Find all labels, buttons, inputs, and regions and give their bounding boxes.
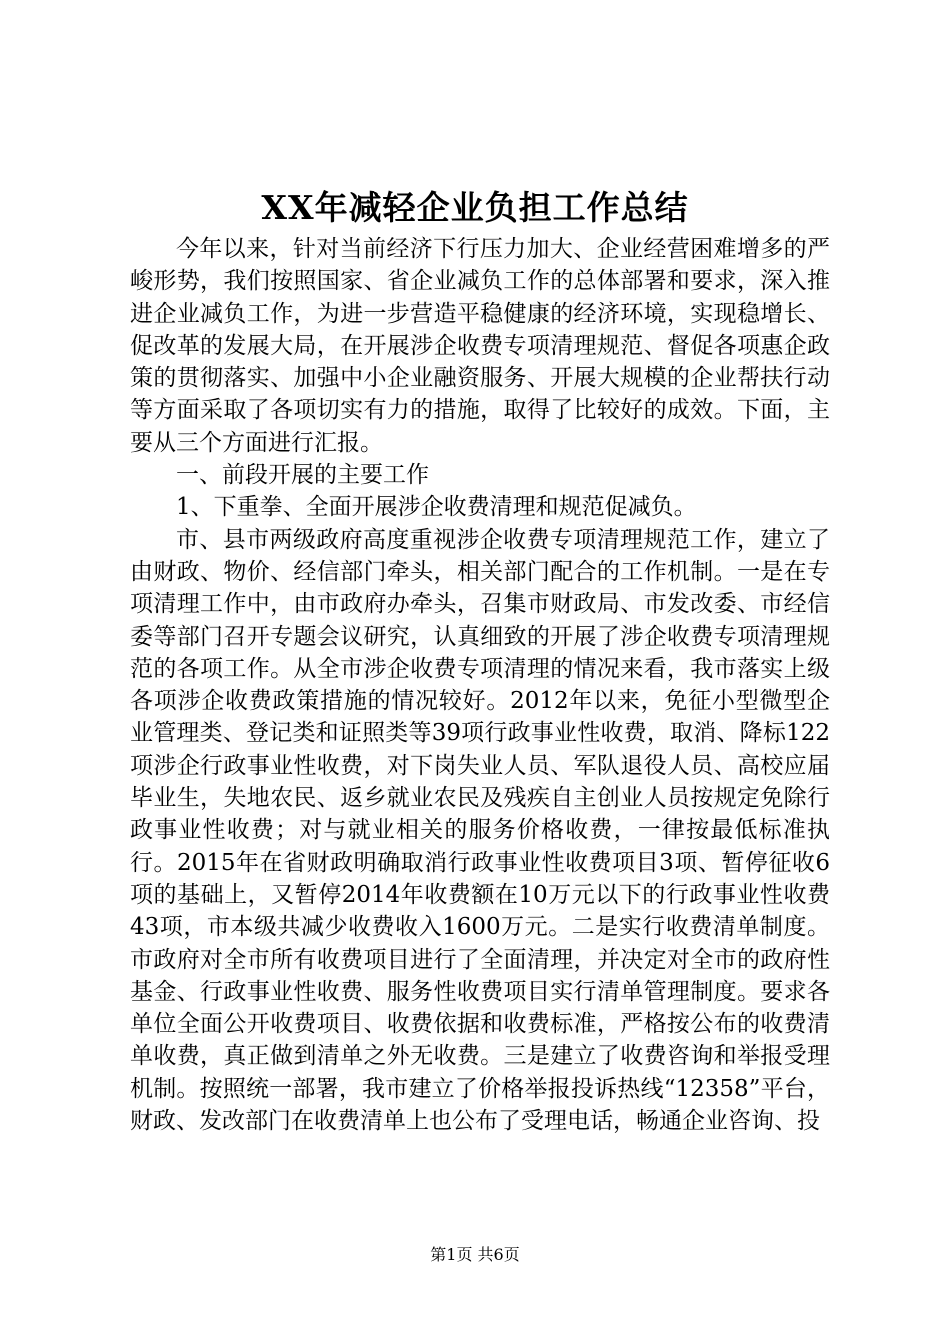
intro-paragraph: 今年以来，针对当前经济下行压力加大、企业经营困难增多的严峻形势，我们按照国家、省企业减负工作的总体部署和要求，深入推进企业减负工作，为进一步营造平稳健康的经济环境，实现稳增长、促改革的发展大局，在开展涉企收费专项清理规范、督促各项惠企政策的贯彻落实、加强中小企业融资服务、开展大规模的企业帮扶行动等方面采取了各项切实有力的措施，取得了比较好的成效。下面，主要从三个方面进行汇报。: [130, 236, 830, 456]
subsection-heading: 1、下重拳、全面开展涉企收费清理和规范促减负。: [176, 494, 697, 521]
page-footer: 第1页 共6页: [430, 1245, 520, 1264]
section-heading: 一、前段开展的主要工作: [176, 462, 429, 489]
body-paragraph: 市、县市两级政府高度重视涉企收费专项清理规范工作，建立了由财政、物价、经信部门牵头，相关部门配合的工作机制。一是在专项清理工作中，由市政府办牵头，召集市财政局、市发改委、市经信委等部门召开专题会议研究，认真细致的开展了涉企收费专项清理规范的各项工作。从全市涉企收费专项清理的情况来看，我市落实上级各项涉企收费政策措施的情况较好。2012年以来，免征小型微型企业管理类、登记类和证照类等39项行政事业性收费，取消、降标122项涉企行政事业性收费，对下岗失业人员、军队退役人员、高校应届毕业生，失地农民、返乡就业农民及残疾自主创业人员按规定免除行政事业性收费；对与就业相关的服务价格收费，一律按最低标准执行。2015年在省财政明确取消行政事业性收费项目3项、暂停征收6项的基础上，又暂停2014年收费额在10万元以下的行政事业性收费43项，市本级共减少收费收入1600万元。二是实行收费清单制度。市政府对全市所有收费项目进行了全面清理，并决定对全市的政府性基金、行政事业性收费、服务性收费项目实行清单管理制度。要求各单位全面公开收费项目、收费依据和收费标准，严格按公布的收费清单收费，真正做到清单之外无收费。三是建立了收费咨询和举报受理机制。按照统一部署，我市建立了价格举报投诉热线“12358”平台，财政、发改部门在收费清单上也公布了受理电话，畅通企业咨询、投: [130, 526, 830, 1135]
document-title: XX年减轻企业负担工作总结: [261, 188, 689, 227]
document-body: [130, 233, 830, 1137]
